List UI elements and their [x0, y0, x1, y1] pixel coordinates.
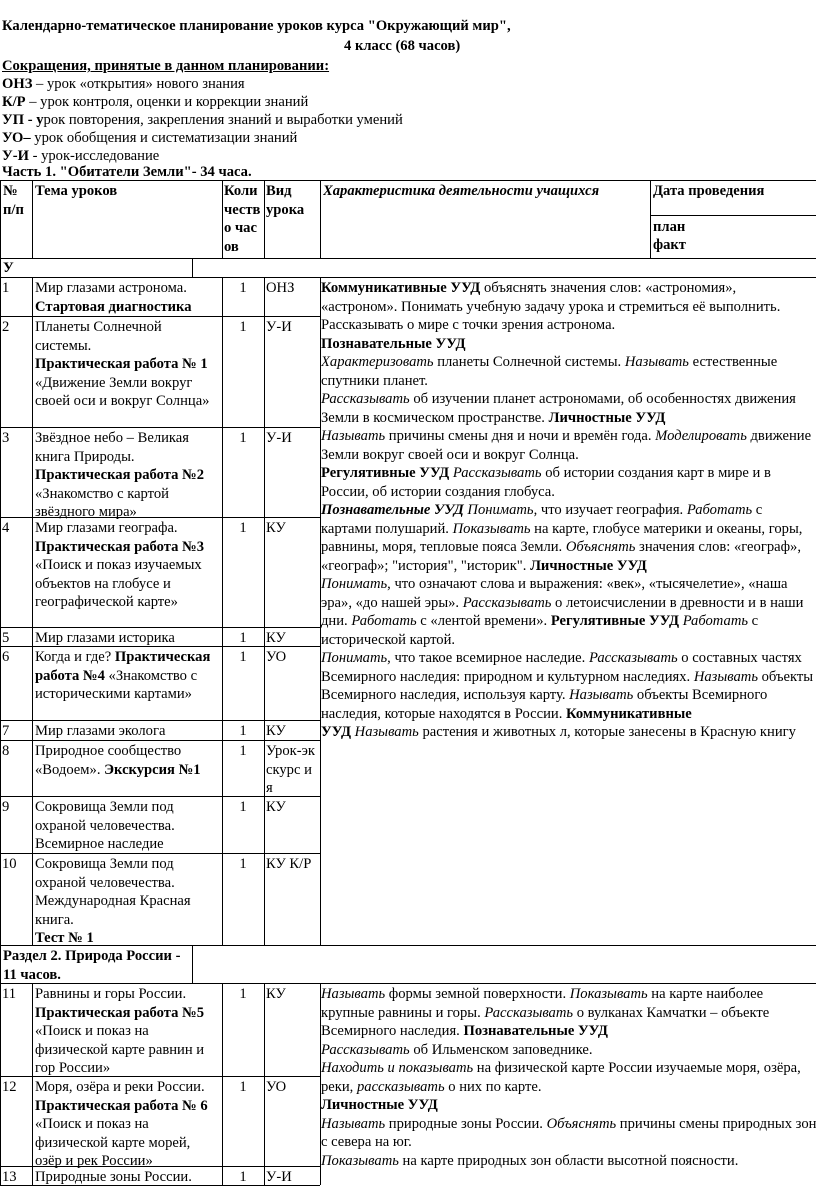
- description-line: наследия, которые находятся в России. Коммуникативные: [321, 705, 692, 722]
- row-number: 12: [2, 1079, 17, 1095]
- description-line: Познавательные УУД: [321, 335, 466, 352]
- description-line: Понимать, что означают слова и выражения: «век», «тысячелетие», «наша: [321, 576, 788, 592]
- row-type: КУ К/Р: [266, 856, 312, 872]
- row-topic: Мир глазами астронома. Стартовая диагностика: [35, 280, 192, 315]
- row-topic: Природное сообщество «Водоем». Экскурсия №1: [35, 743, 201, 778]
- row-topic: Мир глазами эколога: [35, 723, 166, 739]
- description-line: реки, рассказывать о них по карте.: [321, 1078, 542, 1095]
- activity-description: [321, 279, 816, 742]
- description-line: Характеризовать планеты Солнечной системы. Называть естественные: [321, 354, 778, 370]
- header-num: № п/п: [3, 183, 24, 218]
- description-line: Познавательные УУД Понимать, что изучает география. Работать с: [321, 502, 763, 518]
- description-line: Регулятивные УУД Рассказывать об истории создания карт в мире и в: [321, 465, 771, 481]
- section-label: У: [3, 260, 14, 276]
- row-type: У-И: [266, 430, 292, 446]
- header-fact: факт: [653, 237, 686, 253]
- row-type: КУ: [266, 799, 286, 815]
- description-line: эра», «до нашей эры». Рассказывать о летоисчислении в древности и в наши: [321, 594, 804, 611]
- row-number: 6: [2, 649, 10, 665]
- description-line: спутники планет.: [321, 372, 428, 389]
- description-line: исторической картой.: [321, 631, 456, 648]
- description-line: Рассказывать об Ильменском заповеднике.: [321, 1041, 593, 1058]
- row-hours: 1: [239, 799, 247, 815]
- description-line: Земли вокруг своей оси и вокруг Солнца.: [321, 446, 579, 463]
- page-subtitle: 4 класс (68 часов): [344, 38, 461, 54]
- row-hours: 1: [239, 986, 247, 1002]
- header-activity: Характеристика деятельности учащихся: [323, 183, 600, 199]
- row-hours: 1: [239, 319, 247, 335]
- row-type: УО: [266, 1079, 287, 1095]
- row-type: УО: [266, 649, 287, 665]
- part-heading: Часть 1. "Обитатели Земли"- 34 часа.: [2, 164, 252, 180]
- row-number: 8: [2, 743, 10, 759]
- description-line: крупные равнины и горы. Рассказывать о вулканах Камчатки – объекте: [321, 1004, 770, 1021]
- page-title: Календарно-тематическое планирование уроков курса "Окружающий мир",: [2, 18, 511, 34]
- row-number: 11: [2, 986, 17, 1002]
- row-number: 5: [2, 630, 10, 646]
- row-hours: 1: [239, 723, 247, 739]
- row-number: 3: [2, 430, 10, 446]
- description-line: с севера на юг.: [321, 1134, 412, 1150]
- row-topic: Мир глазами историка: [35, 630, 175, 646]
- row-topic: Когда и где? Практическая работа №4 «Знакомство с историческими картами»: [35, 649, 211, 702]
- abbr-heading: Сокращения, принятые в данном планировании:: [2, 58, 330, 74]
- row-hours: 1: [239, 430, 247, 446]
- row-number: 4: [2, 520, 10, 536]
- row-hours: 1: [239, 1169, 247, 1185]
- row-number: 1: [2, 280, 10, 296]
- description-line: «географ»; "история", "историк". Личностные УУД: [321, 557, 647, 574]
- row-type: У-И: [266, 1169, 292, 1185]
- description-line: Находить и показывать на физической карте России изучаемые моря, озёра,: [321, 1060, 801, 1076]
- row-number: 9: [2, 799, 10, 815]
- row-topic: Сокровища Земли под охраной человечества. Всемирное наследие: [35, 799, 175, 852]
- description-line: Показывать на карте природных зон области высотной поясности.: [321, 1152, 739, 1169]
- row-type: КУ: [266, 630, 286, 646]
- row-number: 13: [2, 1169, 17, 1185]
- description-line: УУД Называть растения и животных л, которые занесены в Красную книгу: [321, 724, 796, 740]
- abbr-item: К/Р – урок контроля, оценки и коррекции знаний: [2, 94, 309, 110]
- row-number: 2: [2, 319, 10, 335]
- description-line: России, об истории создания глобуса.: [321, 483, 555, 500]
- row-type: КУ: [266, 986, 286, 1002]
- description-line: «астроном». Понимать учебную задачу урока и стремиться её выполнить.: [321, 298, 781, 315]
- description-line: дни. Работать с «лентой времени». Регулятивные УУД Работать с: [321, 613, 759, 629]
- row-topic: Природные зоны России.: [35, 1169, 192, 1185]
- row-number: 7: [2, 723, 10, 739]
- row-topic: Моря, озёра и реки России. Практическая работа № 6 «Поиск и показ на физической карте морей, озёр и рек России»: [35, 1079, 208, 1169]
- description-line: Всемирного наследия: природном и культурном наследиях. Называть объекты: [321, 668, 814, 685]
- description-line: Называть формы земной поверхности. Показывать на карте наиболее: [321, 986, 764, 1002]
- abbr-item: У-И - урок-исследование: [2, 148, 160, 164]
- description-line: картами полушарий. Показывать на карте, глобусе материки и океаны, горы,: [321, 520, 803, 537]
- row-hours: 1: [239, 280, 247, 296]
- description-line: равнины, моря, тепловые пояса Земли. Объяснять значения слов: «географ»,: [321, 539, 801, 555]
- header-plan: план: [653, 219, 686, 235]
- row-type: Урок-экскурс ия: [266, 743, 315, 796]
- row-type: У-И: [266, 319, 292, 335]
- header-hours: Количеств о часов: [224, 183, 261, 255]
- row-topic: Планеты Солнечной системы. Практическая работа № 1 «Движение Земли вокруг своей оси и вокруг Солнца»: [35, 319, 210, 409]
- row-number: 10: [2, 856, 17, 872]
- header-date: Дата проведения: [653, 183, 765, 199]
- abbr-item: УО– урок обобщения и систематизации знаний: [2, 130, 298, 146]
- row-hours: 1: [239, 649, 247, 665]
- description-line: Всемирного наследия. Познавательные УУД: [321, 1023, 608, 1039]
- description-line: Понимать, что такое всемирное наследие. Рассказывать о составных частях: [321, 650, 802, 666]
- row-topic: Сокровища Земли под охраной человечества. Международная Красная книга. Тест № 1: [35, 856, 191, 946]
- row-hours: 1: [239, 520, 247, 536]
- abbr-item: УП - урок повторения, закрепления знаний и выработки умений: [2, 112, 403, 128]
- row-hours: 1: [239, 856, 247, 872]
- description-line: Всемирного наследия, используя карту. Называть объекты Всемирного: [321, 687, 768, 703]
- description-line: Земли в космическом пространстве. Личностные УУД: [321, 409, 666, 426]
- row-hours: 1: [239, 1079, 247, 1095]
- header-type: Вид урока: [266, 183, 305, 218]
- description-line: Называть природные зоны России. Объяснять причины смены природных зон: [321, 1115, 816, 1132]
- description-line: Называть причины смены дня и ночи и времён года. Моделировать движение: [321, 428, 812, 444]
- row-topic: Мир глазами географа. Практическая работа №3 «Поиск и показ изучаемых объектов на глобусе и географической карте»: [35, 520, 205, 610]
- description-line: Рассказывать об изучении планет астрономами, об особенностях движения: [321, 391, 796, 407]
- description-line: Личностные УУД: [321, 1097, 438, 1113]
- header-topic: Тема уроков: [35, 183, 118, 199]
- row-topic: Звёздное небо – Великая книга Природы. Практическая работа №2 «Знакомство с картой звёздного мира»: [35, 430, 205, 520]
- abbr-item: ОНЗ – урок «открытия» нового знания: [2, 76, 245, 92]
- section-heading: Раздел 2. Природа России - 11 часов.: [3, 948, 181, 983]
- row-type: КУ: [266, 520, 286, 536]
- row-type: ОНЗ: [266, 280, 295, 296]
- row-type: КУ: [266, 723, 286, 739]
- activity-description: [321, 985, 816, 1170]
- row-hours: 1: [239, 630, 247, 646]
- description-line: Рассказывать о мире с точки зрения астронома.: [321, 317, 616, 333]
- row-topic: Равнины и горы России. Практическая работа №5 «Поиск и показ на физической карте равнин и гор России»: [35, 986, 205, 1076]
- row-hours: 1: [239, 743, 247, 759]
- description-line: Коммуникативные УУД объяснять значения слов: «астрономия»,: [321, 280, 737, 296]
